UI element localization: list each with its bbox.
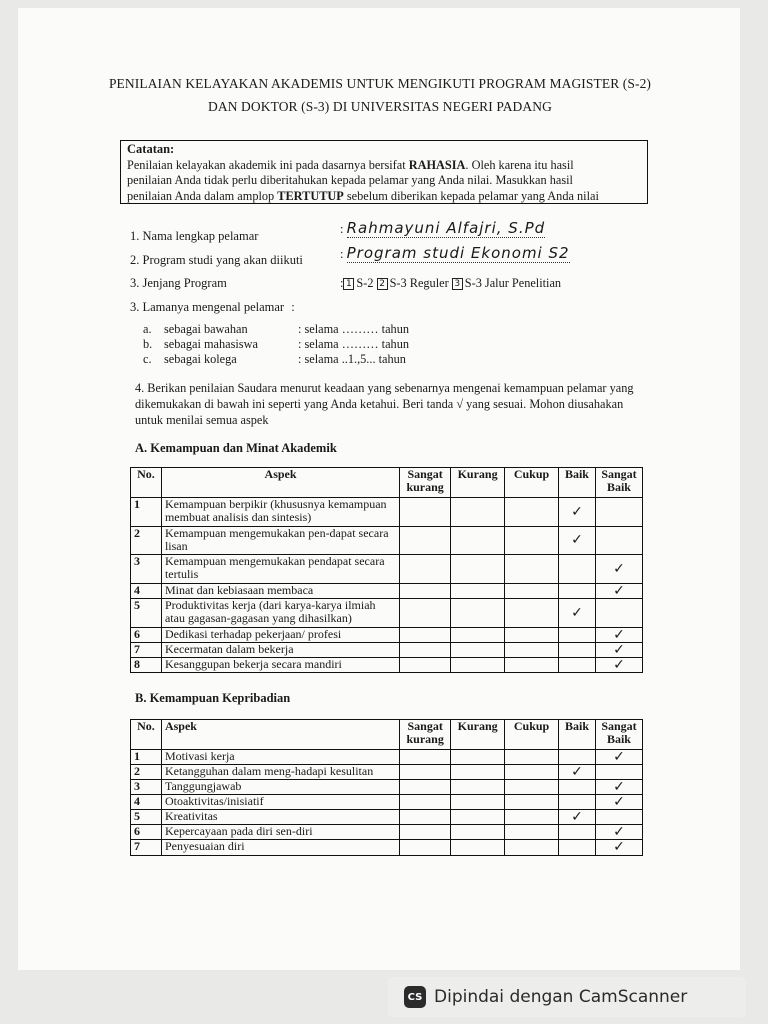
rating-cell-sangat-kurang[interactable] bbox=[400, 584, 451, 599]
row-aspek: Motivasi kerja bbox=[161, 750, 399, 765]
rating-cell-cukup[interactable] bbox=[505, 750, 559, 765]
row-aspek: Dedikasi terhadap pekerjaan/ profesi bbox=[161, 628, 399, 643]
rating-cell-sangat-baik[interactable] bbox=[595, 840, 642, 856]
jenjang-label: 3. Jenjang Program bbox=[130, 276, 227, 290]
program-label: 2. Program studi yang akan diikuti bbox=[130, 253, 303, 267]
col-header-cukup: Cukup bbox=[505, 468, 559, 498]
rating-cell-baik[interactable] bbox=[559, 555, 596, 584]
rating-cell-sangat-kurang[interactable] bbox=[400, 498, 451, 527]
table-row bbox=[131, 555, 643, 584]
row-number: 4 bbox=[131, 584, 162, 599]
lama-colon: : bbox=[291, 300, 295, 314]
program-value-field[interactable]: : Program studi Ekonomi S2 bbox=[340, 244, 570, 262]
sub-a-label: sebagai bawahan bbox=[164, 322, 248, 336]
rating-cell-cukup[interactable] bbox=[505, 555, 559, 584]
table-row bbox=[131, 527, 643, 555]
table-row bbox=[131, 810, 643, 825]
check-mark-icon: ✓ bbox=[613, 748, 625, 765]
lama-text: 3. Lamanya mengenal pelamar bbox=[130, 300, 285, 314]
checkbox-s2[interactable]: 1 bbox=[343, 278, 354, 290]
col-header-no: No. bbox=[131, 720, 162, 750]
check-mark-icon: ✓ bbox=[571, 532, 583, 548]
table-row bbox=[131, 825, 643, 840]
checkbox-s3-penelitian[interactable]: 3 bbox=[452, 278, 463, 290]
row-number: 1 bbox=[131, 750, 162, 765]
rating-cell-baik[interactable] bbox=[559, 599, 596, 628]
sub-c-letter: c. bbox=[143, 352, 152, 366]
note-line-3 bbox=[127, 189, 641, 205]
rating-cell-baik[interactable] bbox=[559, 498, 596, 527]
table-row bbox=[131, 750, 643, 765]
rating-cell-sangat-kurang[interactable] bbox=[400, 795, 451, 810]
note-text: sebelum diberikan kepada pelamar yang Anda nilai bbox=[343, 188, 599, 203]
row-number: 6 bbox=[131, 825, 162, 840]
rating-cell-baik[interactable] bbox=[559, 840, 596, 856]
sub-a-letter: a. bbox=[143, 322, 152, 336]
rating-cell-kurang[interactable] bbox=[451, 825, 505, 840]
rating-cell-sangat-kurang[interactable] bbox=[400, 628, 451, 643]
rating-cell-sangat-baik[interactable] bbox=[595, 628, 642, 643]
col-header-kurang: Kurang bbox=[451, 468, 505, 498]
row-number: 4 bbox=[131, 795, 162, 810]
rating-cell-baik[interactable] bbox=[559, 584, 596, 599]
col-header-sangat-kurang: Sangat kurang bbox=[400, 720, 451, 750]
rating-cell-cukup[interactable] bbox=[505, 527, 559, 555]
rating-cell-cukup[interactable] bbox=[505, 643, 559, 658]
rating-cell-sangat-kurang[interactable] bbox=[400, 599, 451, 628]
rating-cell-cukup[interactable] bbox=[505, 765, 559, 780]
row-aspek: Kreativitas bbox=[161, 810, 399, 825]
rating-cell-sangat-kurang[interactable] bbox=[400, 780, 451, 795]
row-number: 2 bbox=[131, 765, 162, 780]
col-header-kurang: Kurang bbox=[451, 720, 505, 750]
check-mark-icon: ✓ bbox=[571, 808, 583, 825]
table-row bbox=[131, 765, 643, 780]
section-a-heading: A. Kemampuan dan Minat Akademik bbox=[135, 441, 337, 455]
option-s3-reguler-label: S-3 Reguler bbox=[389, 276, 449, 290]
name-value-field[interactable]: : Rahmayuni Alfajri, S.Pd bbox=[340, 219, 546, 237]
row-aspek: Kemampuan mengemukakan pen-dapat secara lisan bbox=[161, 527, 399, 555]
rating-cell-cukup[interactable] bbox=[505, 825, 559, 840]
rating-cell-sangat-baik[interactable] bbox=[595, 527, 642, 555]
rating-cell-sangat-kurang[interactable] bbox=[400, 658, 451, 673]
rating-cell-baik[interactable] bbox=[559, 825, 596, 840]
rating-cell-kurang[interactable] bbox=[451, 840, 505, 856]
row-number: 1 bbox=[131, 498, 162, 527]
row-aspek: Ketangguhan dalam meng-hadapi kesulitan bbox=[161, 765, 399, 780]
rating-cell-kurang[interactable] bbox=[451, 584, 505, 599]
col-header-aspek: Aspek bbox=[161, 720, 399, 750]
col-header-aspek: Aspek bbox=[161, 468, 399, 498]
table-header-row bbox=[131, 720, 643, 750]
col-header-no: No. bbox=[131, 468, 162, 498]
note-bold-tertutup: TERTUTUP bbox=[277, 188, 344, 203]
rating-cell-baik[interactable] bbox=[559, 780, 596, 795]
rating-cell-baik[interactable] bbox=[559, 765, 596, 780]
note-text: Penilaian kelayakan akademik ini pada dasarnya bersifat bbox=[127, 157, 409, 172]
sub-c-value[interactable]: : selama ..1.,5... tahun bbox=[298, 352, 406, 366]
rating-cell-sangat-kurang[interactable] bbox=[400, 765, 451, 780]
row-number: 8 bbox=[131, 658, 162, 673]
rating-cell-kurang[interactable] bbox=[451, 810, 505, 825]
rating-cell-cukup[interactable] bbox=[505, 599, 559, 628]
row-aspek: Produktivitas kerja (dari karya-karya ilmiah atau gagasan-gagasan yang dihasilkan) bbox=[161, 599, 399, 628]
col-header-sangat-kurang: Sangat kurang bbox=[400, 468, 451, 498]
row-number: 2 bbox=[131, 527, 162, 555]
table-row bbox=[131, 584, 643, 599]
rating-cell-sangat-baik[interactable] bbox=[595, 765, 642, 780]
note-heading: Catatan: bbox=[127, 142, 175, 156]
sub-c-label: sebagai kolega bbox=[164, 352, 237, 366]
check-mark-icon: ✓ bbox=[613, 793, 625, 810]
col-header-cukup: Cukup bbox=[505, 720, 559, 750]
table-row bbox=[131, 628, 643, 643]
sub-a-value[interactable]: : selama ……… tahun bbox=[298, 322, 409, 336]
rating-cell-kurang[interactable] bbox=[451, 750, 505, 765]
checkbox-s3-reguler[interactable]: 2 bbox=[377, 278, 388, 290]
rating-cell-sangat-kurang[interactable] bbox=[400, 825, 451, 840]
check-mark-icon: ✓ bbox=[613, 839, 625, 855]
table-header-row bbox=[131, 468, 643, 498]
check-mark-icon: ✓ bbox=[613, 823, 625, 840]
row-number: 6 bbox=[131, 628, 162, 643]
col-header-sangat-baik: Sangat Baik bbox=[595, 720, 642, 750]
jenjang-options: : 1 S-2 2 S-3 Reguler 3 S-3 Jalur Penelitian bbox=[340, 276, 562, 290]
check-mark-icon: ✓ bbox=[613, 626, 625, 643]
row-aspek: Kesanggupan bekerja secara mandiri bbox=[161, 658, 399, 673]
rating-cell-kurang[interactable] bbox=[451, 765, 505, 780]
name-label: 1. Nama lengkap pelamar bbox=[130, 229, 259, 243]
sub-b-value[interactable]: : selama ……… tahun bbox=[298, 337, 409, 351]
row-aspek: Tanggungjawab bbox=[161, 780, 399, 795]
rating-cell-baik[interactable] bbox=[559, 643, 596, 658]
row-aspek: Penyesuaian diri bbox=[161, 840, 399, 856]
row-aspek: Kepercayaan pada diri sen-diri bbox=[161, 825, 399, 840]
rating-cell-sangat-kurang[interactable] bbox=[400, 527, 451, 555]
rating-cell-kurang[interactable] bbox=[451, 795, 505, 810]
rating-cell-sangat-baik[interactable] bbox=[595, 795, 642, 810]
rating-cell-kurang[interactable] bbox=[451, 555, 505, 584]
rating-cell-sangat-baik[interactable] bbox=[595, 750, 642, 765]
note-text: . Oleh karena itu hasil bbox=[465, 157, 574, 172]
rating-cell-cukup[interactable] bbox=[505, 840, 559, 856]
rating-cell-baik[interactable] bbox=[559, 628, 596, 643]
check-mark-icon: ✓ bbox=[613, 656, 625, 673]
rating-cell-cukup[interactable] bbox=[505, 584, 559, 599]
rating-cell-baik[interactable] bbox=[559, 795, 596, 810]
rating-cell-cukup[interactable] bbox=[505, 628, 559, 643]
rating-cell-baik[interactable] bbox=[559, 750, 596, 765]
section-b-heading: B. Kemampuan Kepribadian bbox=[135, 691, 291, 705]
rating-cell-kurang[interactable] bbox=[451, 780, 505, 795]
note-box bbox=[120, 140, 648, 204]
rating-cell-kurang[interactable] bbox=[451, 643, 505, 658]
rating-cell-kurang[interactable] bbox=[451, 628, 505, 643]
row-aspek: Kecermatan dalam bekerja bbox=[161, 643, 399, 658]
document-title bbox=[80, 72, 680, 118]
row-aspek: Minat dan kebiasaan membaca bbox=[161, 584, 399, 599]
rating-cell-cukup[interactable] bbox=[505, 795, 559, 810]
rating-cell-kurang[interactable] bbox=[451, 527, 505, 555]
note-line-1 bbox=[127, 158, 641, 174]
check-mark-icon: ✓ bbox=[571, 763, 583, 780]
rating-cell-sangat-baik[interactable] bbox=[595, 584, 642, 599]
check-mark-icon: ✓ bbox=[613, 641, 625, 658]
name-value: Rahmayuni Alfajri, S.Pd bbox=[346, 219, 546, 237]
rating-cell-baik[interactable] bbox=[559, 810, 596, 825]
title-line-2: DAN DOKTOR (S-3) DI UNIVERSITAS NEGERI PADANG bbox=[208, 99, 552, 114]
rating-cell-sangat-baik[interactable] bbox=[595, 658, 642, 673]
rating-cell-sangat-baik[interactable] bbox=[595, 498, 642, 527]
note-text: penilaian Anda dalam amplop bbox=[127, 188, 278, 203]
section-a-table bbox=[130, 467, 643, 673]
section-b-table bbox=[130, 719, 643, 856]
note-line-2: penilaian Anda tidak perlu diberitahukan kepada pelamar yang Anda nilai. Masukkan hasil bbox=[127, 173, 573, 187]
rating-cell-sangat-baik[interactable] bbox=[595, 780, 642, 795]
rating-cell-cukup[interactable] bbox=[505, 780, 559, 795]
col-header-baik: Baik bbox=[559, 468, 596, 498]
row-number: 5 bbox=[131, 599, 162, 628]
lama-label bbox=[130, 300, 295, 315]
rating-cell-sangat-baik[interactable] bbox=[595, 825, 642, 840]
rating-cell-sangat-kurang[interactable] bbox=[400, 810, 451, 825]
table-row bbox=[131, 795, 643, 810]
table-row bbox=[131, 780, 643, 795]
option-s2-label: S-2 bbox=[356, 276, 374, 290]
table-row bbox=[131, 498, 643, 527]
row-number: 5 bbox=[131, 810, 162, 825]
instruction-text: 4. Berikan penilaian Saudara menurut keadaan yang sebenarnya mengenai kemampuan pelamar yang dikemukakan di bawah ini seperti yang Anda ketahui. Beri tanda √ yang sesuai. Mohon diusahakan untuk menilai semua aspek bbox=[135, 381, 634, 427]
camscanner-watermark bbox=[388, 977, 746, 1017]
program-value: Program studi Ekonomi S2 bbox=[346, 244, 570, 262]
sub-b-letter: b. bbox=[143, 337, 153, 351]
sub-b-label: sebagai mahasiswa bbox=[164, 337, 258, 351]
rating-cell-sangat-kurang[interactable] bbox=[400, 840, 451, 856]
row-number: 3 bbox=[131, 555, 162, 584]
check-mark-icon: ✓ bbox=[613, 778, 625, 795]
table-row bbox=[131, 643, 643, 658]
row-aspek: Otoaktivitas/inisiatif bbox=[161, 795, 399, 810]
rating-cell-kurang[interactable] bbox=[451, 599, 505, 628]
rating-cell-sangat-kurang[interactable] bbox=[400, 555, 451, 584]
table-row bbox=[131, 599, 643, 628]
rating-cell-kurang[interactable] bbox=[451, 498, 505, 527]
rating-cell-cukup[interactable] bbox=[505, 658, 559, 673]
check-mark-icon: ✓ bbox=[613, 560, 625, 577]
rating-cell-kurang[interactable] bbox=[451, 658, 505, 673]
rating-cell-sangat-baik[interactable] bbox=[595, 810, 642, 825]
rating-cell-cukup[interactable] bbox=[505, 810, 559, 825]
row-number: 3 bbox=[131, 780, 162, 795]
col-header-sangat-baik: Sangat Baik bbox=[595, 468, 642, 498]
row-number: 7 bbox=[131, 840, 162, 856]
check-mark-icon: ✓ bbox=[571, 503, 583, 520]
option-s3-penelitian-label: S-3 Jalur Penelitian bbox=[464, 276, 562, 290]
camscanner-logo-icon: CS bbox=[404, 986, 426, 1008]
row-aspek: Kemampuan berpikir (khususnya kemampuan membuat analisis dan sintesis) bbox=[161, 498, 399, 527]
rating-cell-sangat-baik[interactable] bbox=[595, 643, 642, 658]
camscanner-text: Dipindai dengan CamScanner bbox=[434, 987, 688, 1007]
table-row bbox=[131, 658, 643, 673]
rating-cell-cukup[interactable] bbox=[505, 498, 559, 527]
rating-cell-baik[interactable] bbox=[559, 527, 596, 555]
rating-cell-sangat-kurang[interactable] bbox=[400, 643, 451, 658]
rating-cell-sangat-baik[interactable] bbox=[595, 599, 642, 628]
col-header-baik: Baik bbox=[559, 720, 596, 750]
check-mark-icon: ✓ bbox=[613, 582, 625, 599]
table-row bbox=[131, 840, 643, 856]
rating-cell-sangat-baik[interactable] bbox=[595, 555, 642, 584]
rating-cell-baik[interactable] bbox=[559, 658, 596, 673]
row-aspek: Kemampuan mengemukakan pendapat secara tertulis bbox=[161, 555, 399, 584]
check-mark-icon: ✓ bbox=[571, 604, 583, 621]
row-number: 7 bbox=[131, 643, 162, 658]
title-line-1: PENILAIAN KELAYAKAN AKADEMIS UNTUK MENGIKUTI PROGRAM MAGISTER (S-2) bbox=[108, 76, 652, 91]
rating-cell-sangat-kurang[interactable] bbox=[400, 750, 451, 765]
note-bold-rahasia: RAHASIA bbox=[408, 157, 466, 172]
